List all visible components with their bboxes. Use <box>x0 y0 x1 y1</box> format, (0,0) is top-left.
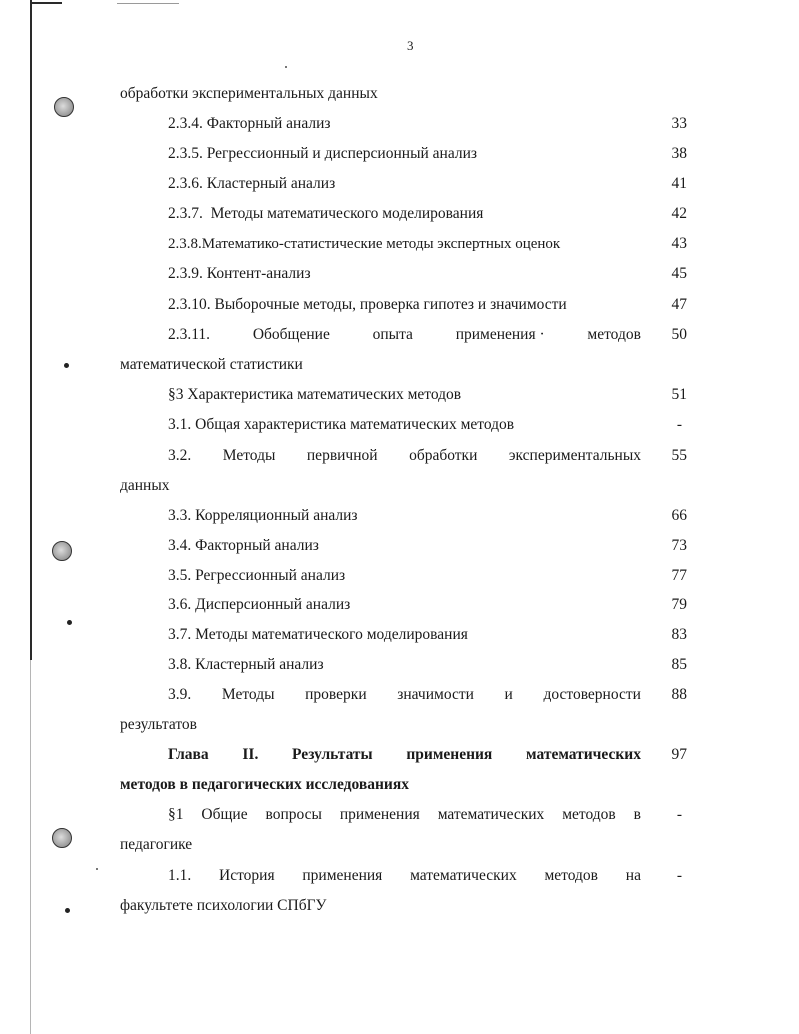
toc-page-number: 42 <box>671 205 687 222</box>
word: первичной <box>306 447 378 464</box>
toc-page-number: - <box>676 416 682 433</box>
word: применения <box>339 806 420 823</box>
word: II. <box>242 746 259 763</box>
word: §1 <box>168 806 184 823</box>
word: Общие <box>201 806 248 823</box>
binder-hole <box>54 97 74 117</box>
toc-entry-title <box>168 746 641 764</box>
word: применения <box>302 867 383 884</box>
word: экспериментальных <box>508 447 641 464</box>
toc-entry-title: результатов <box>120 716 197 733</box>
toc-entry-title: факультете психологии СПбГУ <box>120 897 327 914</box>
toc-page-number: 79 <box>671 596 687 613</box>
word: вопросы <box>265 806 322 823</box>
toc-entry-title: 2.3.8.Математико-статистические методы экспертных оценок <box>168 236 561 252</box>
word: 3.9. <box>168 686 192 703</box>
word: проверки <box>305 686 367 703</box>
word: 2.3.11. <box>168 326 211 343</box>
toc-entry-title <box>168 447 641 465</box>
word: 1.1. <box>168 867 192 884</box>
toc-entry-title <box>168 867 641 885</box>
toc-page-number: 97 <box>671 746 687 763</box>
scan-edge <box>30 0 32 660</box>
toc-entry-title: 2.3.10. Выборочные методы, проверка гипотез и значимости <box>168 296 567 313</box>
toc-entry-title <box>168 806 641 824</box>
word: методов <box>544 867 599 884</box>
toc-page-number: - <box>676 806 682 823</box>
toc-page-number: 51 <box>671 386 687 403</box>
toc-entry-title: 3.8. Кластерный анализ <box>168 656 324 673</box>
toc-entry-title: §3 Характеристика математических методов <box>168 386 462 403</box>
word: методов <box>562 806 616 823</box>
word: значимости <box>397 686 474 703</box>
binder-hole <box>52 541 72 561</box>
word: Обобщение <box>252 326 330 343</box>
binder-hole-small <box>67 620 72 625</box>
binder-hole <box>52 828 72 848</box>
word: математических <box>526 746 641 763</box>
page-number: 3 <box>407 38 414 53</box>
word: опыта <box>372 326 413 343</box>
toc-page-number: 43 <box>671 235 687 252</box>
toc-entry-title: 2.3.7. Методы математического моделирования <box>168 205 484 222</box>
toc-entry-title: 3.3. Корреляционный анализ <box>168 507 358 524</box>
toc-entry-title <box>168 326 641 344</box>
binder-hole-small <box>65 908 70 913</box>
toc-entry-title: 2.3.6. Кластерный анализ <box>168 175 336 192</box>
toc-page-number: 66 <box>671 507 687 524</box>
word: методов <box>587 326 641 343</box>
toc-entry-title: математической статистики <box>120 356 303 373</box>
toc-page-number: 38 <box>671 145 687 162</box>
toc-entry-title: данных <box>120 477 170 494</box>
toc-page-number: 33 <box>671 115 687 132</box>
toc-entry-title: 3.4. Факторный анализ <box>168 537 319 554</box>
scan-speck <box>96 868 98 870</box>
toc-entry-title: педагогике <box>120 836 193 853</box>
word: История <box>219 867 275 884</box>
word: 3.2. <box>168 447 192 464</box>
word: Глава <box>168 746 209 763</box>
scan-speck <box>285 66 287 68</box>
toc-page-number: 85 <box>671 656 687 673</box>
toc-page-number: 77 <box>671 567 687 584</box>
toc-page-number: 47 <box>671 296 687 313</box>
word: обработки <box>409 447 478 464</box>
toc-entry-title: 3.1. Общая характеристика математических методов <box>168 416 515 433</box>
word: математических <box>437 806 545 823</box>
toc-entry-title: 3.5. Регрессионный анализ <box>168 567 346 584</box>
word: достоверности <box>543 686 641 703</box>
word: Методы <box>222 447 276 464</box>
toc-page-number: 55 <box>671 447 687 464</box>
toc-page-number: 73 <box>671 537 687 554</box>
toc-entry-title: 2.3.9. Контент-анализ <box>168 265 311 282</box>
word: на <box>625 867 641 884</box>
scan-edge <box>117 3 179 4</box>
toc-entry-title: методов в педагогических исследованиях <box>120 776 409 793</box>
toc-entry-title: 2.3.5. Регрессионный и дисперсионный анализ <box>168 145 477 162</box>
toc-entry-title <box>168 686 641 704</box>
toc-entry-title: обработки экспериментальных данных <box>120 85 378 102</box>
word: Методы <box>221 686 275 703</box>
word: в <box>633 806 641 823</box>
toc-page-number: 45 <box>671 265 687 282</box>
scan-edge <box>30 660 31 1034</box>
toc-page-number: 50 <box>671 326 687 343</box>
word: применения <box>406 746 493 763</box>
toc-page-number: 83 <box>671 626 687 643</box>
binder-hole-small <box>64 363 69 368</box>
word: Результаты <box>292 746 373 763</box>
toc-page-number: 41 <box>671 175 687 192</box>
toc-entry-title: 3.6. Дисперсионный анализ <box>168 596 351 613</box>
word: применения · <box>455 326 545 343</box>
toc-entry-title: 2.3.4. Факторный анализ <box>168 115 331 132</box>
toc-page-number: - <box>676 867 682 884</box>
scan-edge <box>30 2 62 4</box>
toc-page-number: 88 <box>671 686 687 703</box>
word: и <box>504 686 513 703</box>
toc-entry-title: 3.7. Методы математического моделирования <box>168 626 468 643</box>
word: математических <box>410 867 517 884</box>
